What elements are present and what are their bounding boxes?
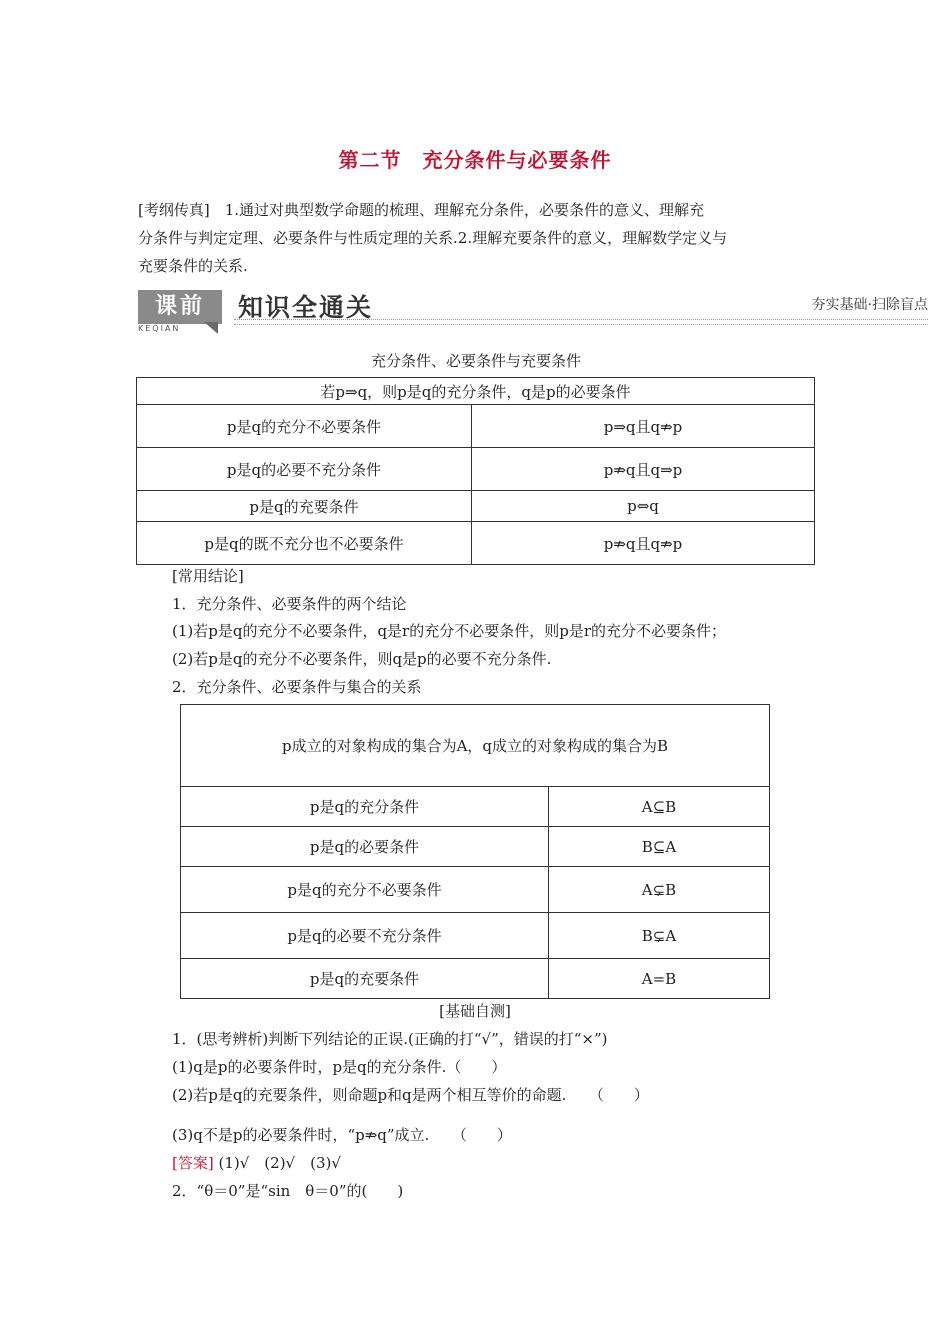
section-banner [138, 288, 928, 336]
table-cell: A=B [549, 959, 770, 999]
conclusions-heading: [常用结论] [172, 567, 244, 585]
set-table-header: p成立的对象构成的集合为A，q成立的对象构成的集合为B [181, 705, 770, 787]
table-cell: p是q的充分不必要条件 [181, 867, 549, 913]
table-cell: B⊆A [549, 827, 770, 867]
table-cell: p⇏q且q⇒p [472, 448, 815, 491]
table-cell: p是q的必要不充分条件 [181, 913, 549, 959]
conclusion-item: (2)若p是q的充分不必要条件，则q是p的必要不充分条件. [172, 650, 552, 668]
banner-slogan: 夯实基础·扫除盲点 [811, 297, 928, 313]
table-cell: p是q的充要条件 [137, 491, 472, 522]
table-cell: p是q的充要条件 [181, 959, 549, 999]
table-cell: B⊊A [549, 913, 770, 959]
selftest-heading: [基础自测] [439, 1002, 511, 1020]
table-cell: p⇔q [472, 491, 815, 522]
syllabus-line: 充要条件的关系. [138, 257, 248, 275]
question: (2)若p是q的充要条件，则命题p和q是两个相互等价的命题. （ ） [172, 1086, 649, 1104]
answer-line [172, 1152, 341, 1173]
banner-badge: 课前 [138, 290, 222, 324]
table-cell: p是q的充分条件 [181, 787, 549, 827]
question: (3)q不是p的必要条件时，“p⇏q”成立. （ ） [172, 1126, 512, 1144]
table1-caption: 充分条件、必要条件与充要条件 [370, 352, 581, 370]
conclusion-item: (1)若p是q的充分不必要条件，q是r的充分不必要条件，则p是r的充分不必要条件； [172, 622, 726, 640]
syllabus-line: 分条件与判定定理、必要条件与性质定理的关系.2.理解充要条件的意义，理解数学定义与 [138, 229, 728, 247]
answer-text: (1)√ (2)√ (3)√ [218, 1154, 341, 1172]
banner-divider [234, 319, 928, 325]
table-cell: p⇒q且q⇏p [472, 405, 815, 448]
set-relation-table [180, 704, 770, 999]
table-cell: p⇏q且q⇏p [472, 522, 815, 565]
condition-table [136, 377, 815, 565]
table-cell: A⊊B [549, 867, 770, 913]
syllabus-paragraph [138, 196, 818, 280]
table-cell: p是q的必要条件 [181, 827, 549, 867]
banner-title: 知识全通关 [238, 293, 374, 322]
question: 1．(思考辨析)判断下列结论的正误.(正确的打“√”，错误的打“×”) [172, 1030, 608, 1048]
question: (1)q是p的必要条件时，p是q的充分条件.（ ） [172, 1058, 507, 1076]
conclusion-item: 1．充分条件、必要条件的两个结论 [172, 595, 407, 613]
answer-label: [答案] [172, 1154, 214, 1172]
table-cell: p是q的必要不充分条件 [137, 448, 472, 491]
table-cell: A⊆B [549, 787, 770, 827]
question: 2．“θ＝0”是“sin θ＝0”的( ) [172, 1182, 404, 1200]
syllabus-line: [考纲传真] 1.通过对典型数学命题的梳理、理解充分条件，必要条件的意义、理解充 [138, 201, 705, 219]
conclusion-item: 2．充分条件、必要条件与集合的关系 [172, 678, 422, 696]
table-cell: p是q的既不充分也不必要条件 [137, 522, 472, 565]
page-title: 第二节 充分条件与必要条件 [338, 148, 612, 172]
table-cell: p是q的充分不必要条件 [137, 405, 472, 448]
condition-table-header: 若p⇒q，则p是q的充分条件，q是p的必要条件 [137, 378, 815, 405]
banner-badge-sub: KEQIAN [138, 324, 181, 333]
